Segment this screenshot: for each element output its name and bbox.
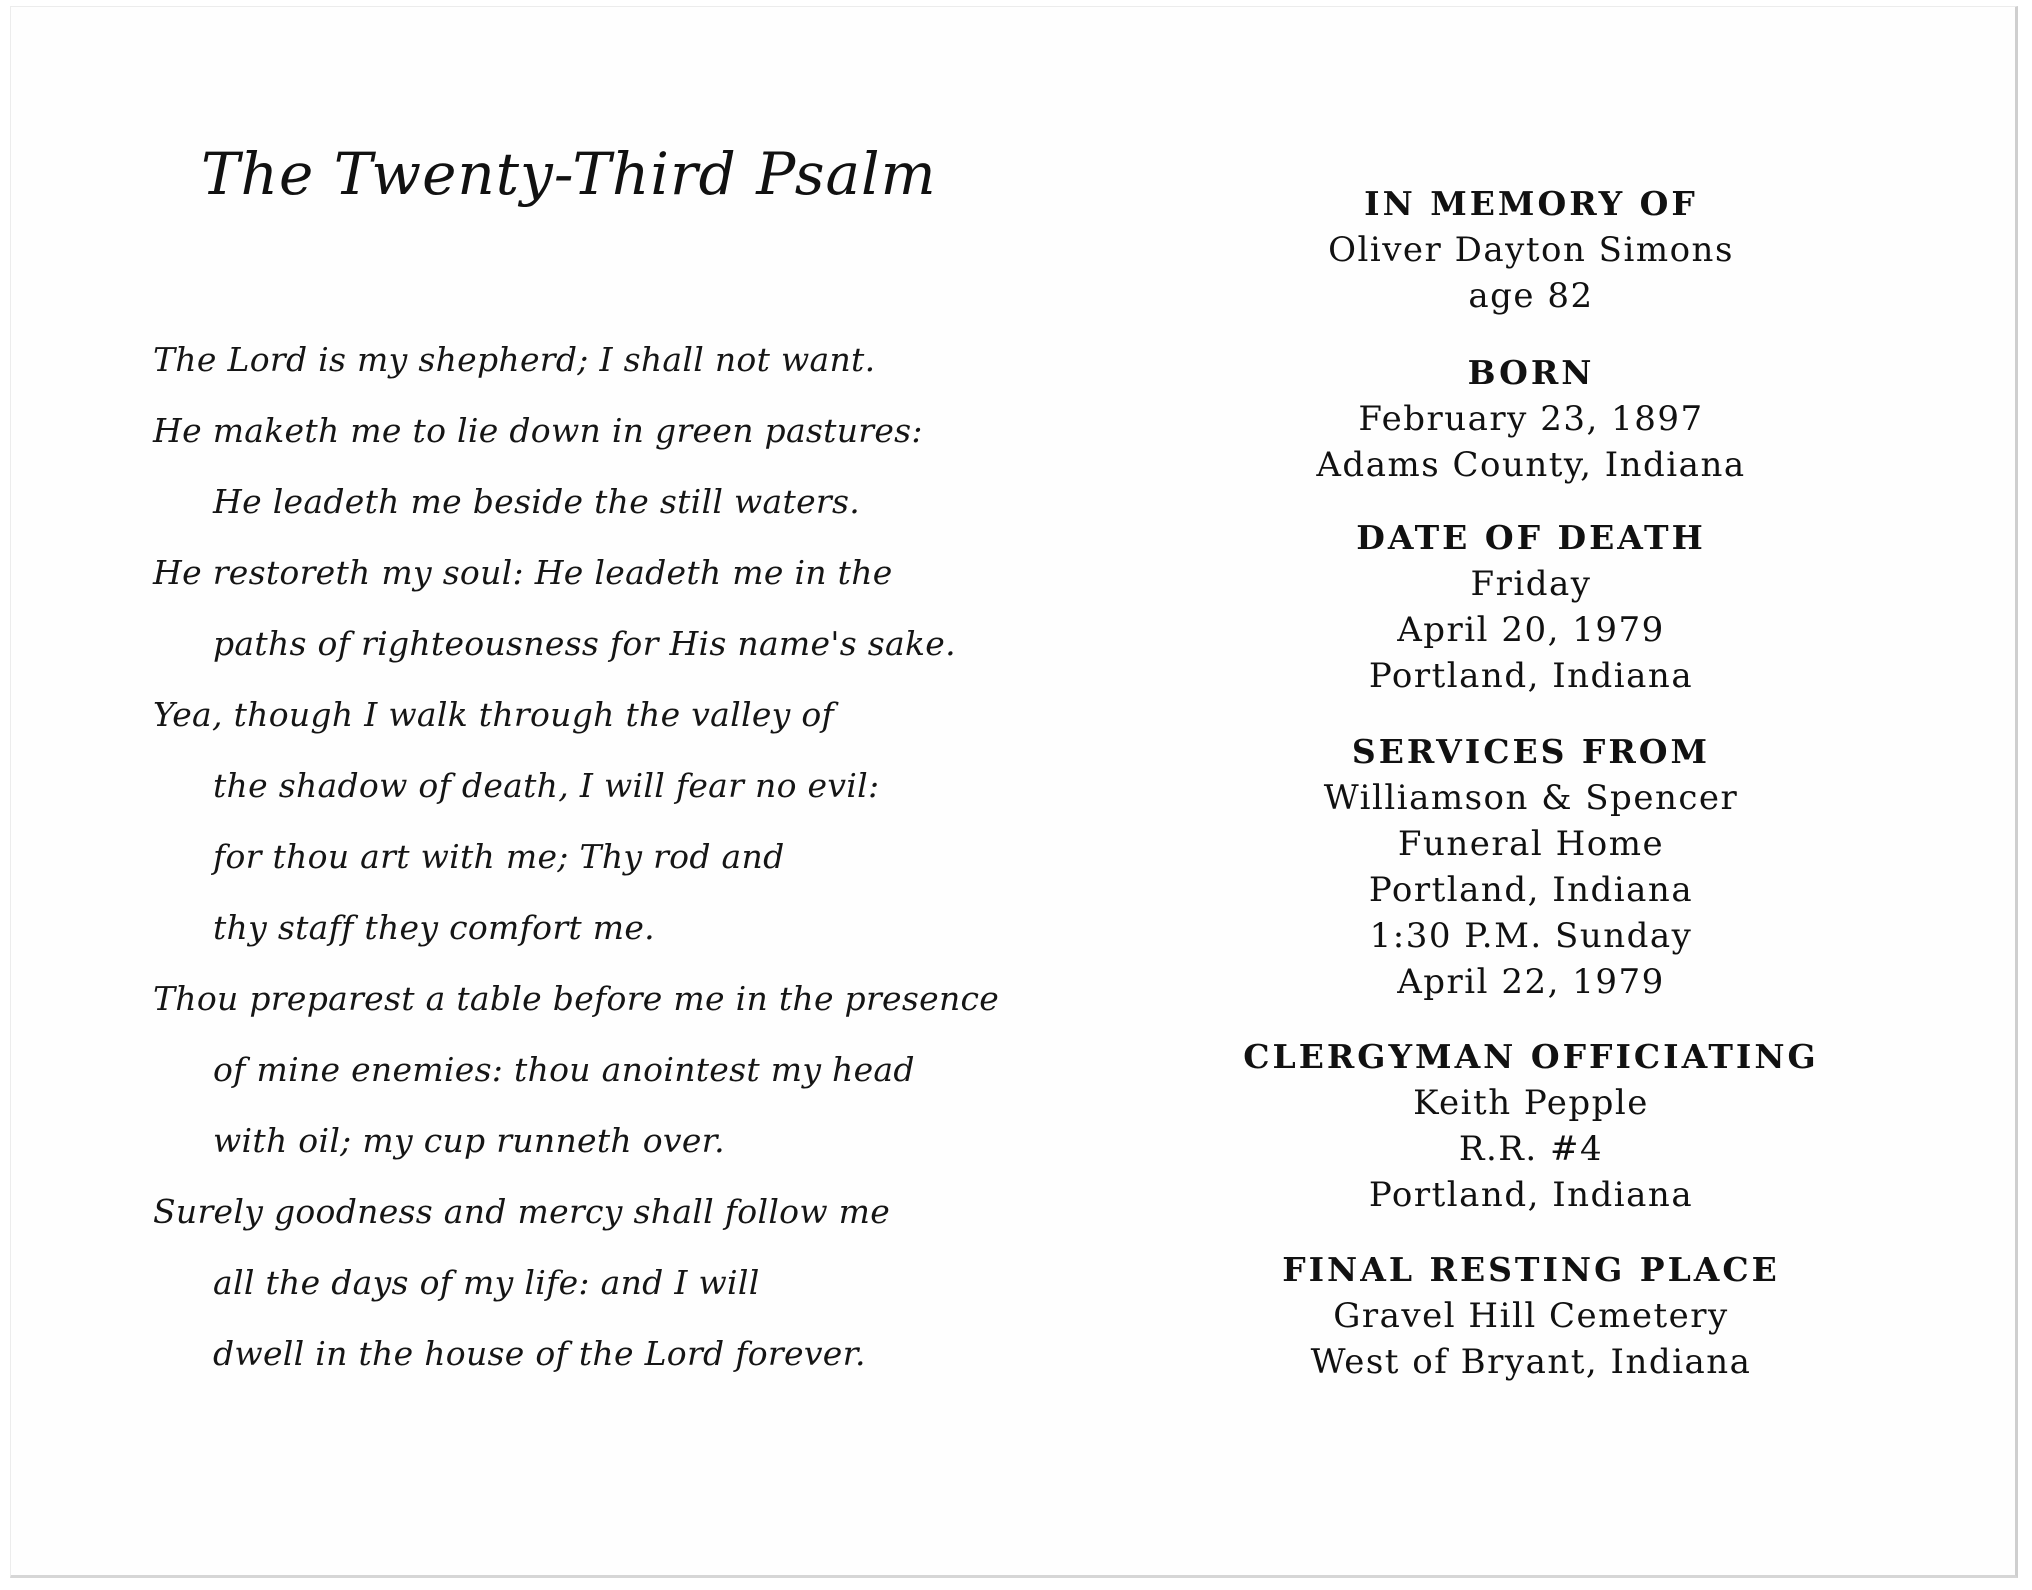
psalm-line: dwell in the house of the Lord forever.: [213, 1334, 866, 1373]
psalm-line: Thou preparest a table before me in the presence: [153, 979, 1000, 1018]
services-funeral-home-2: Funeral Home: [1397, 824, 1665, 864]
clergy-heading: CLERGYMAN OFFICIATING: [1243, 1037, 1819, 1076]
resting-cemetery: Gravel Hill Cemetery: [1333, 1296, 1729, 1336]
born-heading: BORN: [1467, 353, 1595, 392]
psalm-line: all the days of my life: and I will: [213, 1263, 760, 1302]
deceased-age: age 82: [1468, 276, 1594, 316]
psalm-line: He leadeth me beside the still waters.: [213, 482, 861, 521]
clergy-address: R.R. #4: [1458, 1129, 1604, 1169]
psalm-line: with oil; my cup runneth over.: [213, 1121, 725, 1160]
death-day: Friday: [1470, 564, 1592, 604]
born-date: February 23, 1897: [1358, 399, 1704, 439]
deceased-name: Oliver Dayton Simons: [1328, 230, 1734, 270]
psalm-title: The Twenty-Third Psalm: [201, 140, 937, 208]
psalm-line: for thou art with me; Thy rod and: [213, 837, 785, 876]
psalm-line: thy staff they comfort me.: [213, 908, 655, 947]
clergy-place: Portland, Indiana: [1368, 1175, 1694, 1215]
clergy-name: Keith Pepple: [1413, 1083, 1649, 1123]
services-time: 1:30 P.M. Sunday: [1369, 916, 1693, 956]
psalm-line: Surely goodness and mercy shall follow me: [153, 1192, 891, 1231]
psalm-line: of mine enemies: thou anointest my head: [213, 1050, 915, 1089]
psalm-line: The Lord is my shepherd; I shall not want.: [153, 340, 876, 379]
psalm-text: [11, 7, 1011, 1575]
resting-heading: FINAL RESTING PLACE: [1282, 1250, 1780, 1289]
death-date: April 20, 1979: [1397, 610, 1665, 650]
psalm-panel: [11, 7, 1011, 1575]
born-place: Adams County, Indiana: [1316, 445, 1746, 485]
psalm-line: He restoreth my soul: He leadeth me in the: [153, 553, 893, 592]
death-place: Portland, Indiana: [1368, 656, 1694, 696]
services-place: Portland, Indiana: [1368, 870, 1694, 910]
psalm-line: paths of righteousness for His name's sake.: [213, 624, 956, 663]
memory-heading: IN MEMORY OF: [1364, 184, 1698, 223]
psalm-line: He maketh me to lie down in green pastures:: [153, 411, 923, 450]
death-heading: DATE OF DEATH: [1356, 518, 1706, 557]
resting-place: West of Bryant, Indiana: [1310, 1342, 1752, 1382]
psalm-line: Yea, though I walk through the valley of: [153, 695, 835, 734]
memorial-card: [10, 6, 2018, 1578]
memorial-details: [1061, 7, 2001, 1575]
psalm-line: the shadow of death, I will fear no evil:: [213, 766, 880, 805]
services-funeral-home: Williamson & Spencer: [1323, 778, 1739, 818]
services-date: April 22, 1979: [1397, 962, 1665, 1002]
services-heading: SERVICES FROM: [1351, 732, 1711, 771]
